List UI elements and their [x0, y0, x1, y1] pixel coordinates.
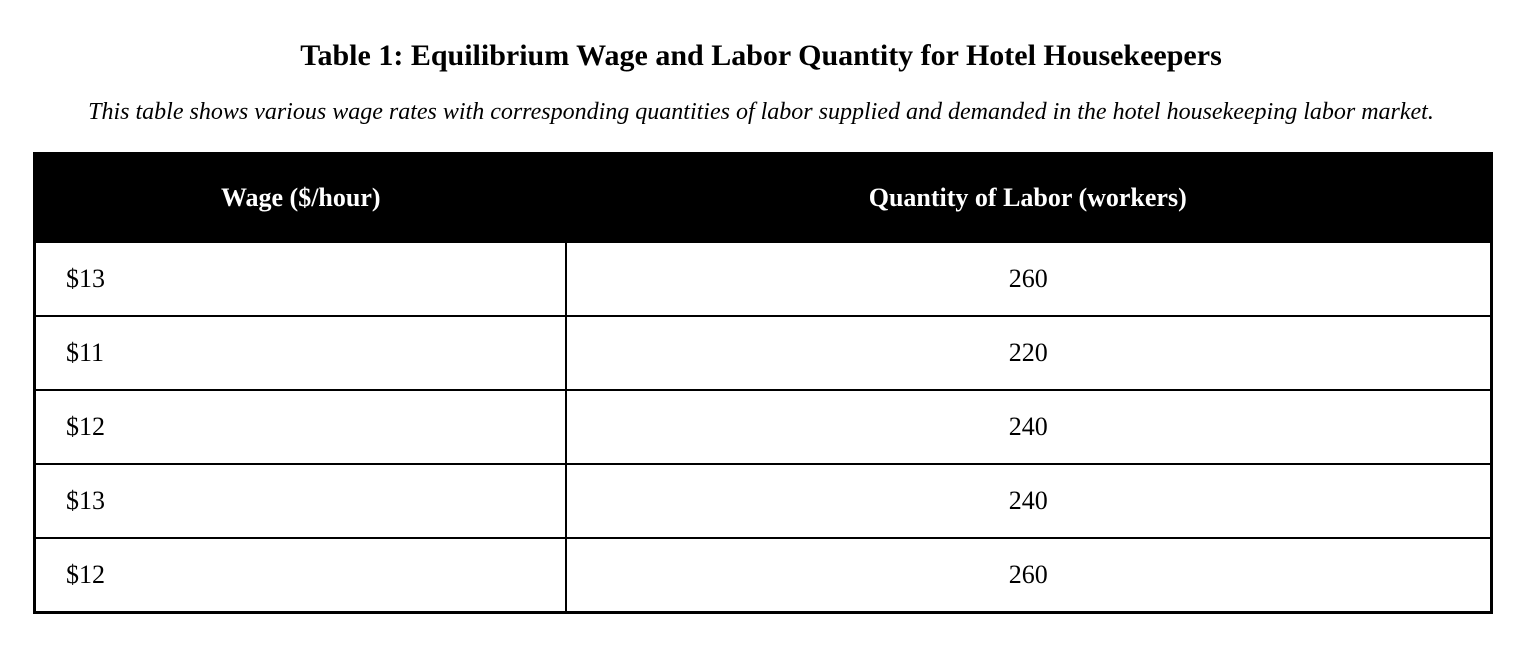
wage-labor-table [33, 152, 1493, 614]
table-title: Table 1: Equilibrium Wage and Labor Quantity for Hotel Housekeepers [300, 39, 1222, 72]
wage-cell: $11 [35, 316, 566, 390]
quantity-cell: 240 [566, 390, 1492, 464]
table-row [35, 316, 1492, 390]
wage-cell: $12 [35, 538, 566, 613]
wage-cell: $13 [35, 242, 566, 316]
header-quantity: Quantity of Labor (workers) [566, 154, 1492, 243]
quantity-cell: 220 [566, 316, 1492, 390]
table-row [35, 242, 1492, 316]
quantity-cell: 240 [566, 464, 1492, 538]
header-wage: Wage ($/hour) [35, 154, 566, 243]
wage-cell: $12 [35, 390, 566, 464]
wage-cell: $13 [35, 464, 566, 538]
table-row [35, 390, 1492, 464]
quantity-cell: 260 [566, 242, 1492, 316]
quantity-cell: 260 [566, 538, 1492, 613]
table-row [35, 464, 1492, 538]
table-row [35, 538, 1492, 613]
table-caption: This table shows various wage rates with corresponding quantities of labor supplied and demanded in the hotel housekeeping labor market. [88, 99, 1434, 125]
table-header-row [35, 154, 1492, 243]
